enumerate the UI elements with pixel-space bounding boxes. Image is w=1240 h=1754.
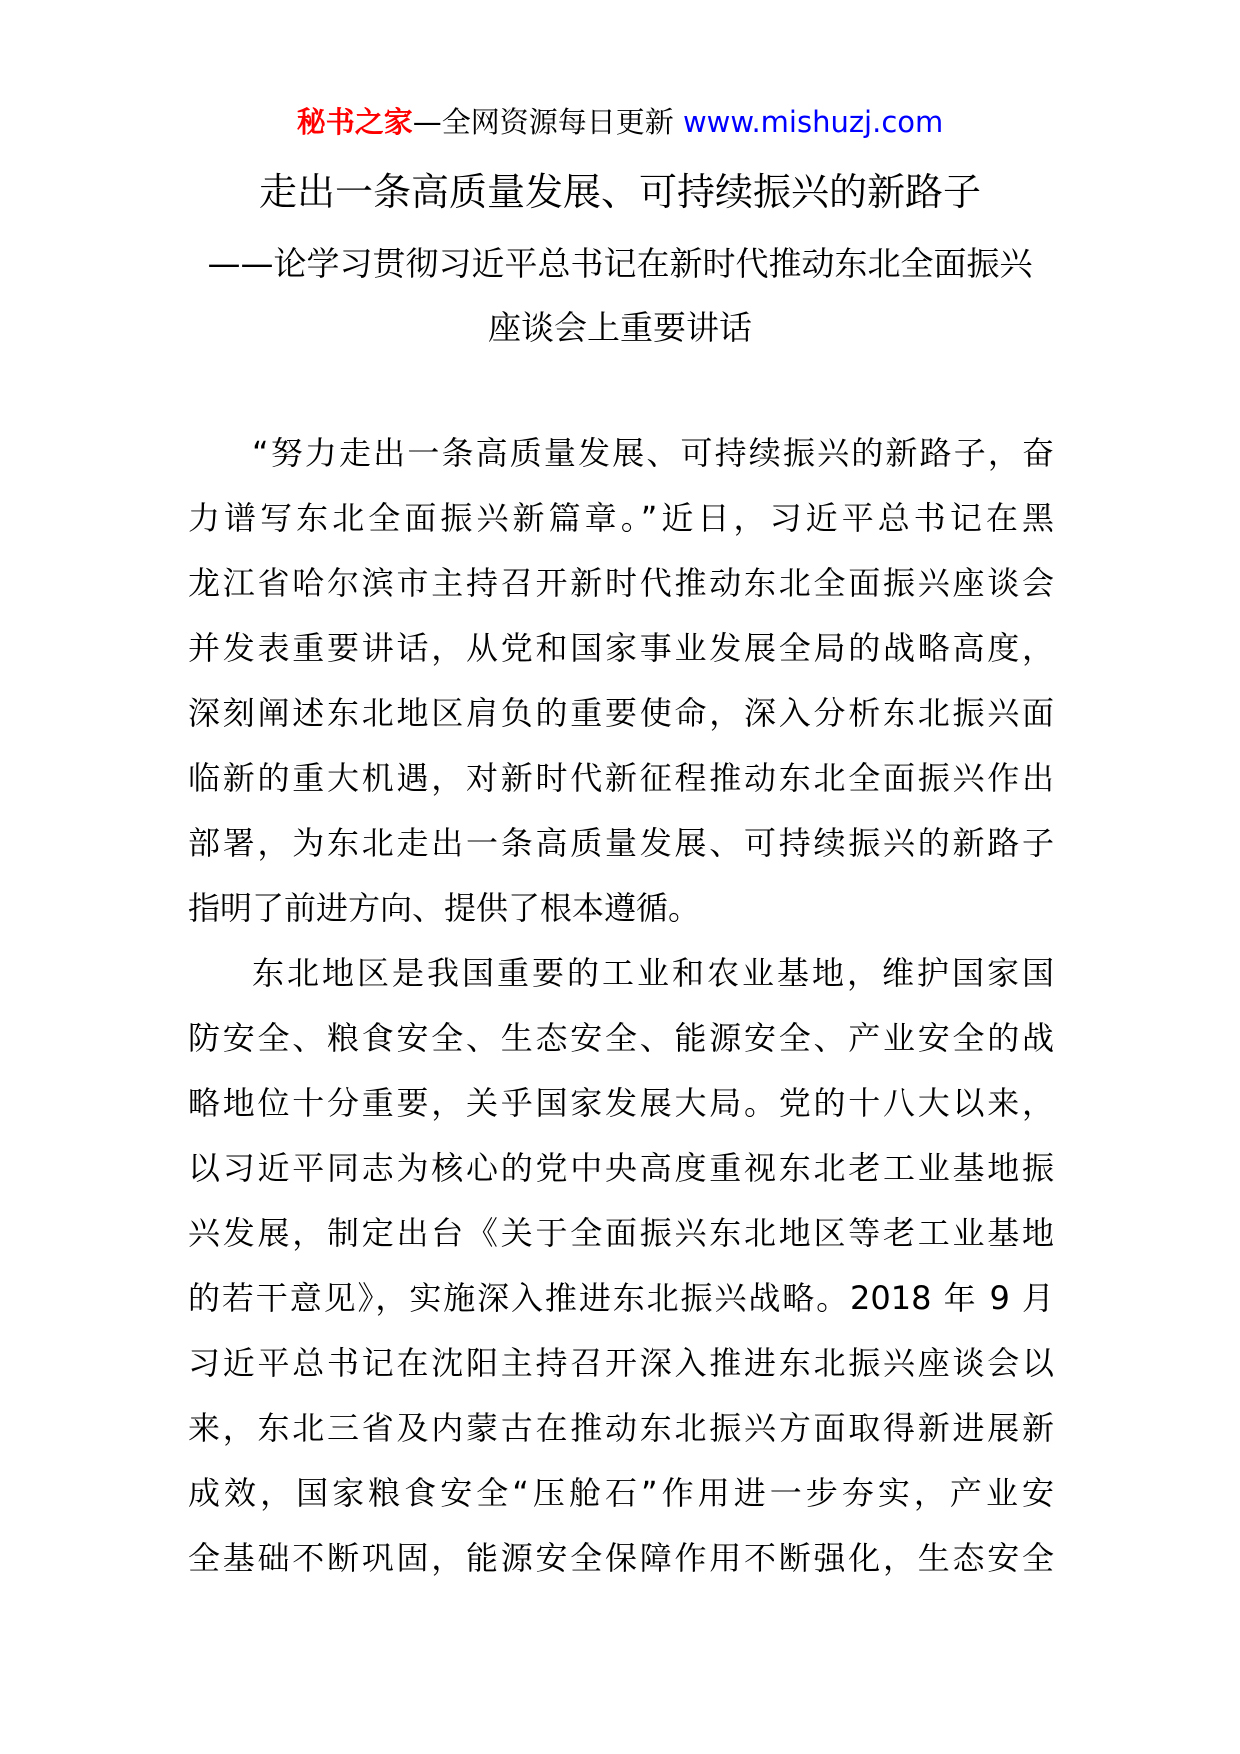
text-line: 的若干意见》，实施深入推进东北振兴战略。2018 年 9 月 bbox=[188, 1279, 1054, 1317]
text-line: 全基础不断巩固，能源安全保障作用不断强化，生态安全 bbox=[188, 1539, 1054, 1577]
text-line: 成效，国家粮食安全“压舱石”作用进一步夯实，产业安 bbox=[188, 1474, 1054, 1512]
text-line: 部署，为东北走出一条高质量发展、可持续振兴的新路子 bbox=[188, 824, 1054, 862]
paragraph-2 bbox=[188, 941, 1054, 1591]
text-line: 东北地区是我国重要的工业和农业基地，维护国家国 bbox=[252, 954, 1054, 992]
subtitle-line: 座谈会上重要讲话 bbox=[488, 308, 752, 347]
paragraph-1 bbox=[188, 421, 1054, 941]
site-tagline: —全网资源每日更新 bbox=[412, 105, 683, 139]
text-line: 指明了前进方向、提供了根本遵循。 bbox=[188, 889, 701, 927]
site-brand: 秘书之家 bbox=[296, 105, 413, 139]
text-line: 略地位十分重要，关乎国家发展大局。党的十八大以来， bbox=[188, 1084, 1054, 1122]
document-subtitle bbox=[170, 232, 1070, 360]
document-title: 走出一条高质量发展、可持续振兴的新路子 bbox=[258, 170, 981, 214]
document-body bbox=[188, 421, 1054, 1591]
subtitle-line: ——论学习贯彻习近平总书记在新时代推动东北全面振兴 bbox=[207, 244, 1033, 283]
site-url-link[interactable]: www.mishuzj.com bbox=[682, 105, 944, 139]
text-line: 兴发展，制定出台《关于全面振兴东北地区等老工业基地 bbox=[188, 1214, 1054, 1252]
text-line: 力谱写东北全面振兴新篇章。”近日，习近平总书记在黑 bbox=[188, 499, 1054, 537]
text-line: “努力走出一条高质量发展、可持续振兴的新路子，奋 bbox=[252, 434, 1054, 472]
text-line: 龙江省哈尔滨市主持召开新时代推动东北全面振兴座谈会 bbox=[188, 564, 1054, 602]
text-line: 来，东北三省及内蒙古在推动东北振兴方面取得新进展新 bbox=[188, 1409, 1054, 1447]
text-line: 以习近平同志为核心的党中央高度重视东北老工业基地振 bbox=[188, 1149, 1054, 1187]
text-line: 并发表重要讲话，从党和国家事业发展全局的战略高度， bbox=[188, 629, 1054, 667]
text-line: 防安全、粮食安全、生态安全、能源安全、产业安全的战 bbox=[188, 1019, 1054, 1057]
text-line: 习近平总书记在沈阳主持召开深入推进东北振兴座谈会以 bbox=[188, 1344, 1054, 1382]
text-line: 深刻阐述东北地区肩负的重要使命，深入分析东北振兴面 bbox=[188, 694, 1054, 732]
site-header bbox=[0, 102, 1240, 142]
text-line: 临新的重大机遇，对新时代新征程推动东北全面振兴作出 bbox=[188, 759, 1054, 797]
